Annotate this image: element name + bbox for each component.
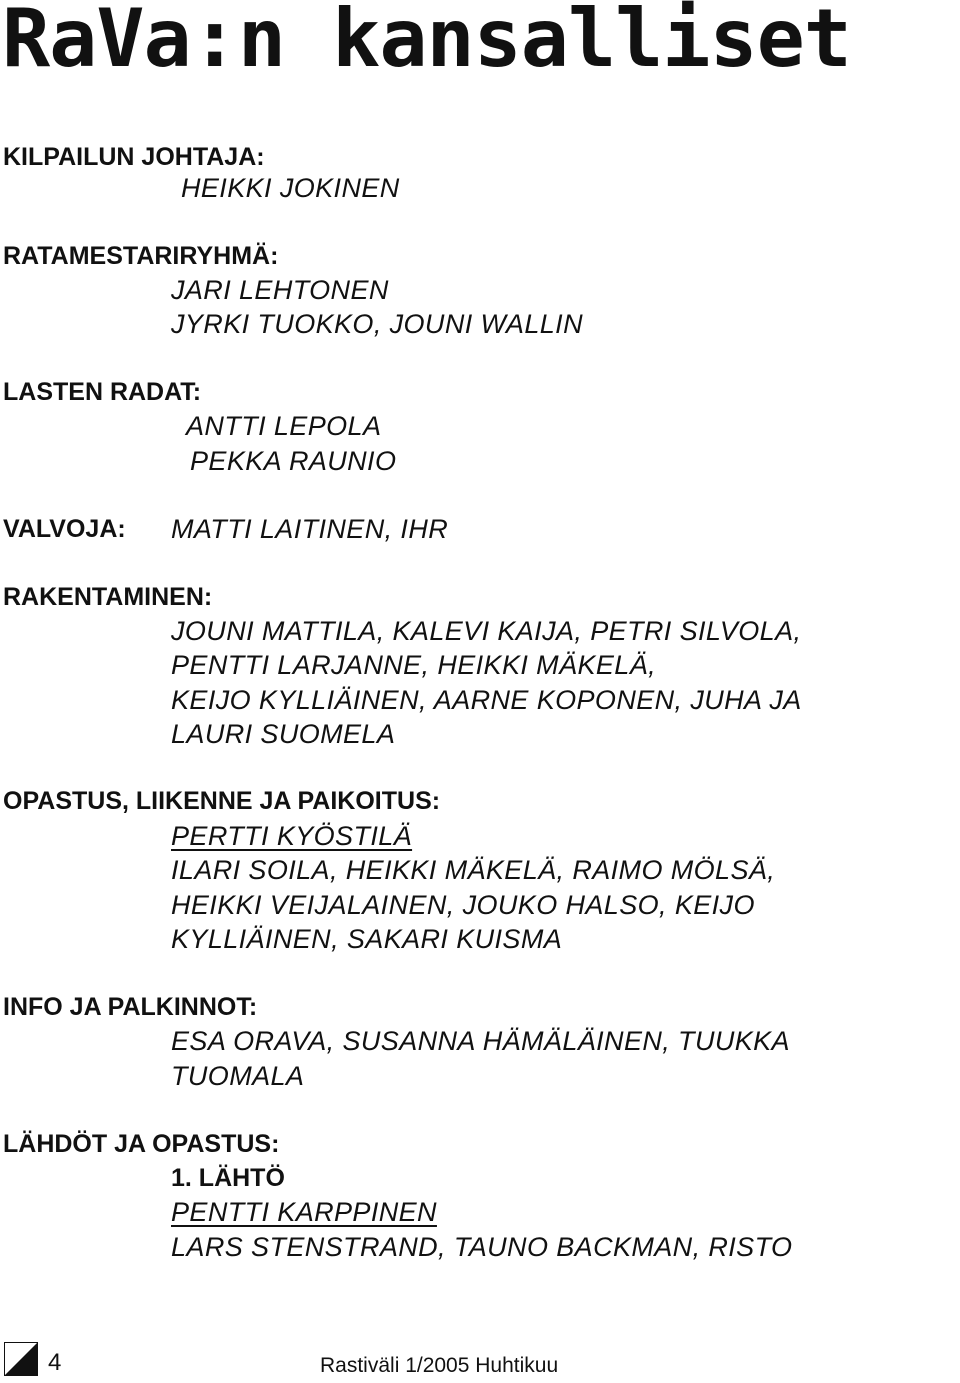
- name-opastus-2: ILARI SOILA, HEIKKI MÄKELÄ, RAIMO MÖLSÄ,: [171, 855, 776, 885]
- name-rakentaminen-3: KEIJO KYLLIÄINEN, AARNE KOPONEN, JUHA JA: [171, 685, 802, 715]
- name-lasten-radat-1: ANTTI LEPOLA: [186, 411, 382, 441]
- footer-corner-mark-icon: [4, 1342, 38, 1376]
- name-rakentaminen-1: JOUNI MATTILA, KALEVI KAIJA, PETRI SILVOLA,: [171, 616, 802, 646]
- name-info-2: TUOMALA: [171, 1061, 305, 1091]
- publication-info: Rastiväli 1/2005 Huhtikuu: [320, 1354, 559, 1377]
- name-lasten-radat-2: PEKKA RAUNIO: [190, 446, 397, 476]
- name-ratamestari-1: JARI LEHTONEN: [171, 275, 389, 305]
- name-opastus-lead: PERTTI KYÖSTILÄ: [171, 821, 413, 851]
- name-opastus-4: KYLLIÄINEN, SAKARI KUISMA: [171, 924, 563, 954]
- heading-rakentaminen: RAKENTAMINEN:: [3, 583, 213, 611]
- name-lahdot-lead: PENTTI KARPPINEN: [171, 1197, 437, 1227]
- heading-info: INFO JA PALKINNOT:: [3, 993, 258, 1021]
- name-opastus-3: HEIKKI VEIJALAINEN, JOUKO HALSO, KEIJO: [171, 890, 755, 920]
- page-number: 4: [48, 1349, 62, 1376]
- name-info-1: ESA ORAVA, SUSANNA HÄMÄLÄINEN, TUUKKA: [171, 1026, 790, 1056]
- subheading-lahto-1: 1. LÄHTÖ: [171, 1164, 285, 1192]
- name-ratamestari-2: JYRKI TUOKKO, JOUNI WALLIN: [171, 309, 583, 339]
- heading-kilpailun-johtaja: KILPAILUN JOHTAJA:: [3, 143, 265, 171]
- heading-lasten-radat: LASTEN RADAT:: [3, 378, 202, 406]
- heading-lahdot: LÄHDÖT JA OPASTUS:: [3, 1130, 280, 1158]
- heading-ratamestariryhma: RATAMESTARIRYHMÄ:: [3, 242, 279, 270]
- name-rakentaminen-4: LAURI SUOMELA: [171, 719, 396, 749]
- heading-valvoja: VALVOJA:: [3, 515, 126, 543]
- name-rakentaminen-2: PENTTI LARJANNE, HEIKKI MÄKELÄ,: [171, 650, 657, 680]
- page-title: RaVa:n kansalliset: [2, 0, 851, 85]
- name-lahdot-2: LARS STENSTRAND, TAUNO BACKMAN, RISTO: [171, 1232, 793, 1262]
- name-valvoja: MATTI LAITINEN, IHR: [171, 514, 449, 544]
- name-kilpailun-johtaja: HEIKKI JOKINEN: [181, 173, 400, 203]
- heading-opastus: OPASTUS, LIIKENNE JA PAIKOITUS:: [3, 787, 441, 815]
